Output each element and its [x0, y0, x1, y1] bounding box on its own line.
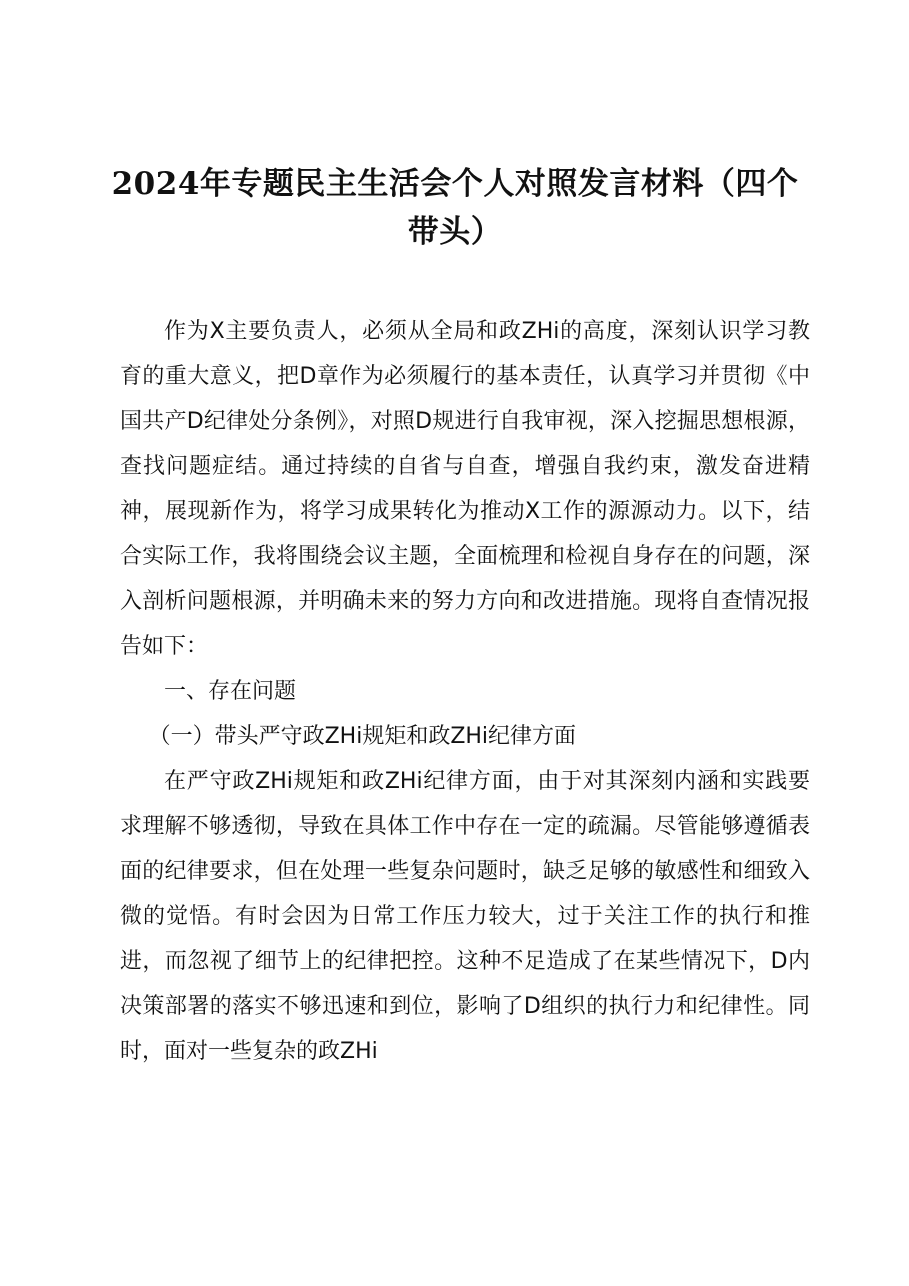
subsection-heading-discipline: （一）带头严守政ZHi规矩和政ZHi纪律方面: [148, 724, 577, 749]
document-body: [120, 309, 810, 1074]
intro-paragraph: 作为X主要负责人，必须从全局和政ZHi的高度，深刻认识学习教育的重大意义，把D章作为必须履行的基本责任，认真学习并贯彻《中国共产D纪律处分条例》，对照D规进行自我审视，深入挖掘思想根源，查找问题症结。通过持续的自省与自查，增强自我约束，激发奋进精神，展现新作为，将学习成果转化为推动X工作的源源动力。以下，结合实际工作，我将围绕会议主题，全面梳理和检视自身存在的问题，深入剖析问题根源，并明确未来的努力方向和改进措施。现将自查情况报告如下：: [120, 319, 810, 659]
section-heading-problems: 一、存在问题: [164, 679, 297, 704]
document-title: 2024年专题民主生活会个人对照发言材料（四个带头）: [111, 166, 799, 250]
discipline-paragraph: 在严守政ZHi规矩和政ZHi纪律方面，由于对其深刻内涵和实践要求理解不够透彻，导致在具体工作中存在一定的疏漏。尽管能够遵循表面的纪律要求，但在处理一些复杂问题时，缺乏足够的敏感性和细致入微的觉悟。有时会因为日常工作压力较大，过于关注工作的执行和推进，而忽视了细节上的纪律把控。这种不足造成了在某些情况下，D内决策部署的落实不够迅速和到位，影响了D组织的执行力和纪律性。同时，面对一些复杂的政ZHi: [120, 769, 810, 1064]
